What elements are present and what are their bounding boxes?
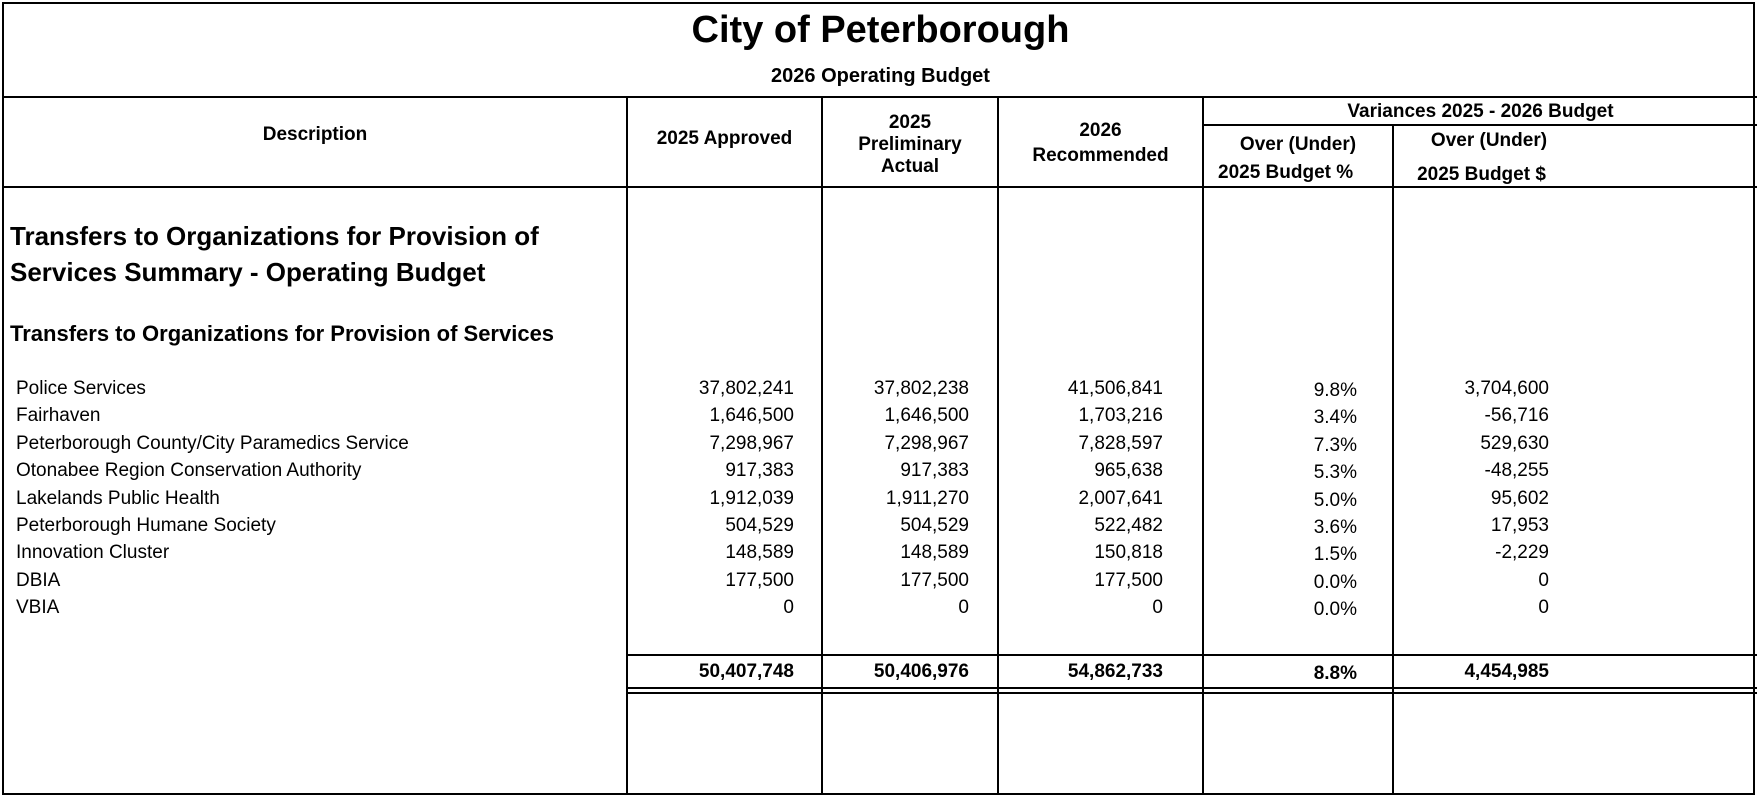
total-double-rule-2: [626, 692, 1757, 694]
header-prelim-line1: 2025: [888, 112, 932, 133]
header-description: Description: [262, 124, 368, 145]
row-variance-amt: 0: [1538, 569, 1549, 591]
report-subtitle: 2026 Operating Budget: [771, 65, 990, 87]
row-approved-2025: 37,802,241: [698, 378, 794, 399]
row-description: VBIA: [16, 597, 60, 619]
row-prelim-2025: 1,911,270: [885, 487, 969, 509]
row-variance-amt: -48,255: [1484, 460, 1549, 482]
row-recommended-2026: 0: [1152, 597, 1163, 619]
header-prelim-line3: Actual: [880, 156, 940, 177]
row-description: Peterborough Humane Society: [16, 515, 276, 536]
row-description: Innovation Cluster: [16, 542, 170, 564]
row-approved-2025: 7,298,967: [709, 432, 794, 454]
row-approved-2025: 504,529: [725, 515, 794, 536]
row-variance-pct: 3.6%: [1313, 517, 1357, 538]
row-prelim-2025: 917,383: [900, 460, 969, 482]
header-variance-pct: [1204, 132, 1392, 185]
row-description: DBIA: [16, 569, 61, 591]
header-variance-amt-line2: 2025 Budget $: [1417, 164, 1546, 185]
row-recommended-2026: 41,506,841: [1067, 378, 1163, 399]
row-recommended-2026: 522,482: [1094, 515, 1163, 536]
header-approved-2025: 2025 Approved: [656, 128, 793, 149]
row-description: Peterborough County/City Paramedics Service: [16, 432, 409, 454]
row-recommended-2026: 7,828,597: [1078, 432, 1163, 454]
budget-sheet: [2, 2, 1755, 795]
summary-title: [10, 218, 539, 290]
total-variance-amt: 4,454,985: [1464, 661, 1549, 682]
row-prelim-2025: 1,646,500: [884, 405, 969, 427]
header-variance-group: Variances 2025 - 2026 Budget: [1347, 101, 1614, 122]
row-variance-pct: 0.0%: [1313, 599, 1357, 621]
row-recommended-2026: 1,703,216: [1078, 405, 1163, 427]
row-description: Lakelands Public Health: [16, 487, 220, 509]
row-variance-pct: 3.4%: [1313, 407, 1357, 429]
row-approved-2025: 177,500: [725, 569, 794, 591]
group-title: Transfers to Organizations for Provision of Services: [10, 321, 555, 346]
row-variance-amt: -56,716: [1484, 405, 1549, 427]
row-variance-amt: 17,953: [1490, 515, 1549, 536]
row-approved-2025: 148,589: [725, 542, 794, 564]
variance-group-rule: [1203, 124, 1757, 126]
row-recommended-2026: 965,638: [1094, 460, 1163, 482]
total-recommended-2026: 54,862,733: [1067, 661, 1163, 682]
total-double-rule-1: [626, 687, 1757, 689]
total-approved-2025: 50,407,748: [698, 661, 794, 682]
header-variance-pct-line2: 2025 Budget %: [1218, 162, 1354, 183]
header-variance-pct-line1: Over (Under): [1239, 134, 1357, 155]
row-description: Fairhaven: [16, 405, 101, 427]
row-variance-pct: 5.3%: [1313, 462, 1357, 484]
row-description: Otonabee Region Conservation Authority: [16, 460, 362, 482]
row-prelim-2025: 37,802,238: [873, 378, 969, 399]
row-variance-pct: 5.0%: [1313, 489, 1357, 511]
report-title: City of Peterborough: [691, 9, 1070, 51]
header-recommended-line2: Recommended: [1032, 145, 1169, 166]
row-prelim-2025: 504,529: [900, 515, 969, 536]
row-variance-amt: 3,704,600: [1464, 378, 1549, 399]
row-variance-pct: 1.5%: [1313, 544, 1357, 566]
row-prelim-2025: 148,589: [900, 542, 969, 564]
row-approved-2025: 1,646,500: [709, 405, 794, 427]
row-recommended-2026: 2,007,641: [1078, 487, 1163, 509]
row-recommended-2026: 150,818: [1094, 542, 1163, 564]
row-variance-amt: 95,602: [1490, 487, 1549, 509]
row-variance-amt: -2,229: [1495, 542, 1549, 564]
header-recommended-2026: [999, 118, 1202, 168]
row-recommended-2026: 177,500: [1094, 569, 1163, 591]
total-prelim-2025: 50,406,976: [873, 661, 969, 682]
row-variance-pct: 9.8%: [1313, 380, 1357, 401]
header-recommended-line1: 2026: [1079, 120, 1122, 141]
row-prelim-2025: 7,298,967: [884, 432, 969, 454]
header-variance-amt-line1: Over (Under): [1430, 130, 1548, 151]
header-variance-amt: [1394, 128, 1757, 187]
row-variance-amt: 529,630: [1480, 432, 1549, 454]
row-variance-amt: 0: [1538, 597, 1549, 619]
header-prelim-2025: [823, 110, 997, 179]
row-description: Police Services: [16, 378, 146, 399]
row-prelim-2025: 0: [958, 597, 969, 619]
row-variance-pct: 0.0%: [1313, 571, 1357, 593]
row-prelim-2025: 177,500: [900, 569, 969, 591]
header-prelim-line2: Preliminary: [858, 134, 962, 155]
row-approved-2025: 917,383: [725, 460, 794, 482]
total-variance-pct: 8.8%: [1313, 663, 1357, 684]
summary-title-line1: Transfers to Organizations for Provision of: [10, 221, 539, 251]
row-approved-2025: 0: [783, 597, 794, 619]
row-approved-2025: 1,912,039: [709, 487, 794, 509]
header-top-rule: [4, 96, 1757, 98]
total-top-rule: [626, 654, 1757, 656]
row-variance-pct: 7.3%: [1313, 434, 1357, 456]
summary-title-line2: Services Summary - Operating Budget: [10, 257, 486, 287]
